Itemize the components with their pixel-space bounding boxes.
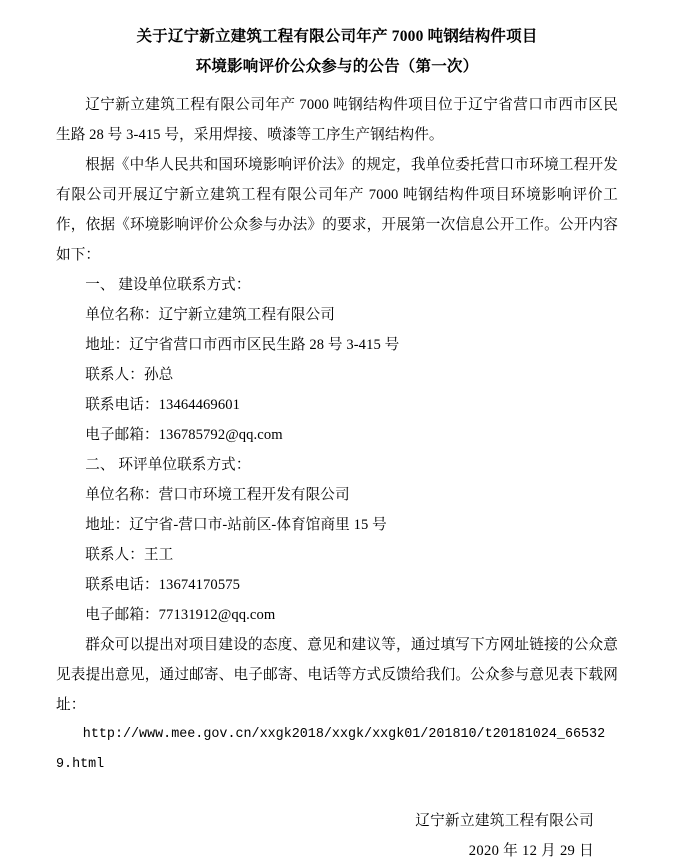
assessor-company-name: 单位名称：营口市环境工程开发有限公司: [85, 487, 350, 503]
assessor-phone: 联系电话：13674170575: [85, 577, 241, 593]
section-two-heading: 二、 环评单位联系方式：: [85, 457, 251, 473]
signature-date: 2020 年 12 月 29 日: [468, 843, 594, 859]
signature-block: [56, 806, 618, 866]
title-line-2: 环境影响评价公众参与的公告（第一次）: [195, 58, 479, 75]
builder-contact-person: 联系人：孙总: [85, 367, 174, 383]
intro-paragraph-1: 辽宁新立建筑工程有限公司年产 7000 吨钢结构件项目位于辽宁省营口市西市区民生路 28 号 3-415 号，采用焊接、喷漆等工序生产钢结构件。: [56, 97, 618, 143]
builder-phone: 联系电话：13464469601: [85, 397, 241, 413]
feedback-form-url[interactable]: http://www.mee.gov.cn/xxgk2018/xxgk/xxgk01/201810/t20181024_665329.html: [56, 727, 606, 772]
intro-paragraph-2: 根据《中华人民共和国环境影响评价法》的规定，我单位委托营口市环境工程开发有限公司开展辽宁新立建筑工程有限公司年产 7000 吨钢结构件项目环境影响评价工作，依据《环境影响评价公众参与办法》的要求，开展第一次信息公开工作。公开内容如下：: [56, 157, 618, 263]
assessor-email: 电子邮箱：77131912@qq.com: [85, 607, 276, 623]
title-line-1: 关于辽宁新立建筑工程有限公司年产 7000 吨钢结构件项目: [136, 28, 538, 45]
document-body: [56, 90, 618, 780]
builder-email: 电子邮箱：136785792@qq.com: [85, 427, 283, 443]
assessor-address: 地址：辽宁省-营口市-站前区-体育馆商里 15 号: [85, 517, 387, 533]
builder-company-name: 单位名称：辽宁新立建筑工程有限公司: [85, 307, 335, 323]
closing-paragraph: 群众可以提出对项目建设的态度、意见和建议等，通过填写下方网址链接的公众意见表提出意见，通过邮寄、电子邮寄、电话等方式反馈给我们。公众参与意见表下载网址：: [56, 637, 618, 713]
assessor-contact-person: 联系人：王工: [85, 547, 174, 563]
document-title: [56, 22, 618, 82]
section-one-heading: 一、 建设单位联系方式：: [85, 277, 251, 293]
signature-organization: 辽宁新立建筑工程有限公司: [415, 813, 594, 829]
builder-address: 地址：辽宁省营口市西市区民生路 28 号 3-415 号: [85, 337, 400, 353]
